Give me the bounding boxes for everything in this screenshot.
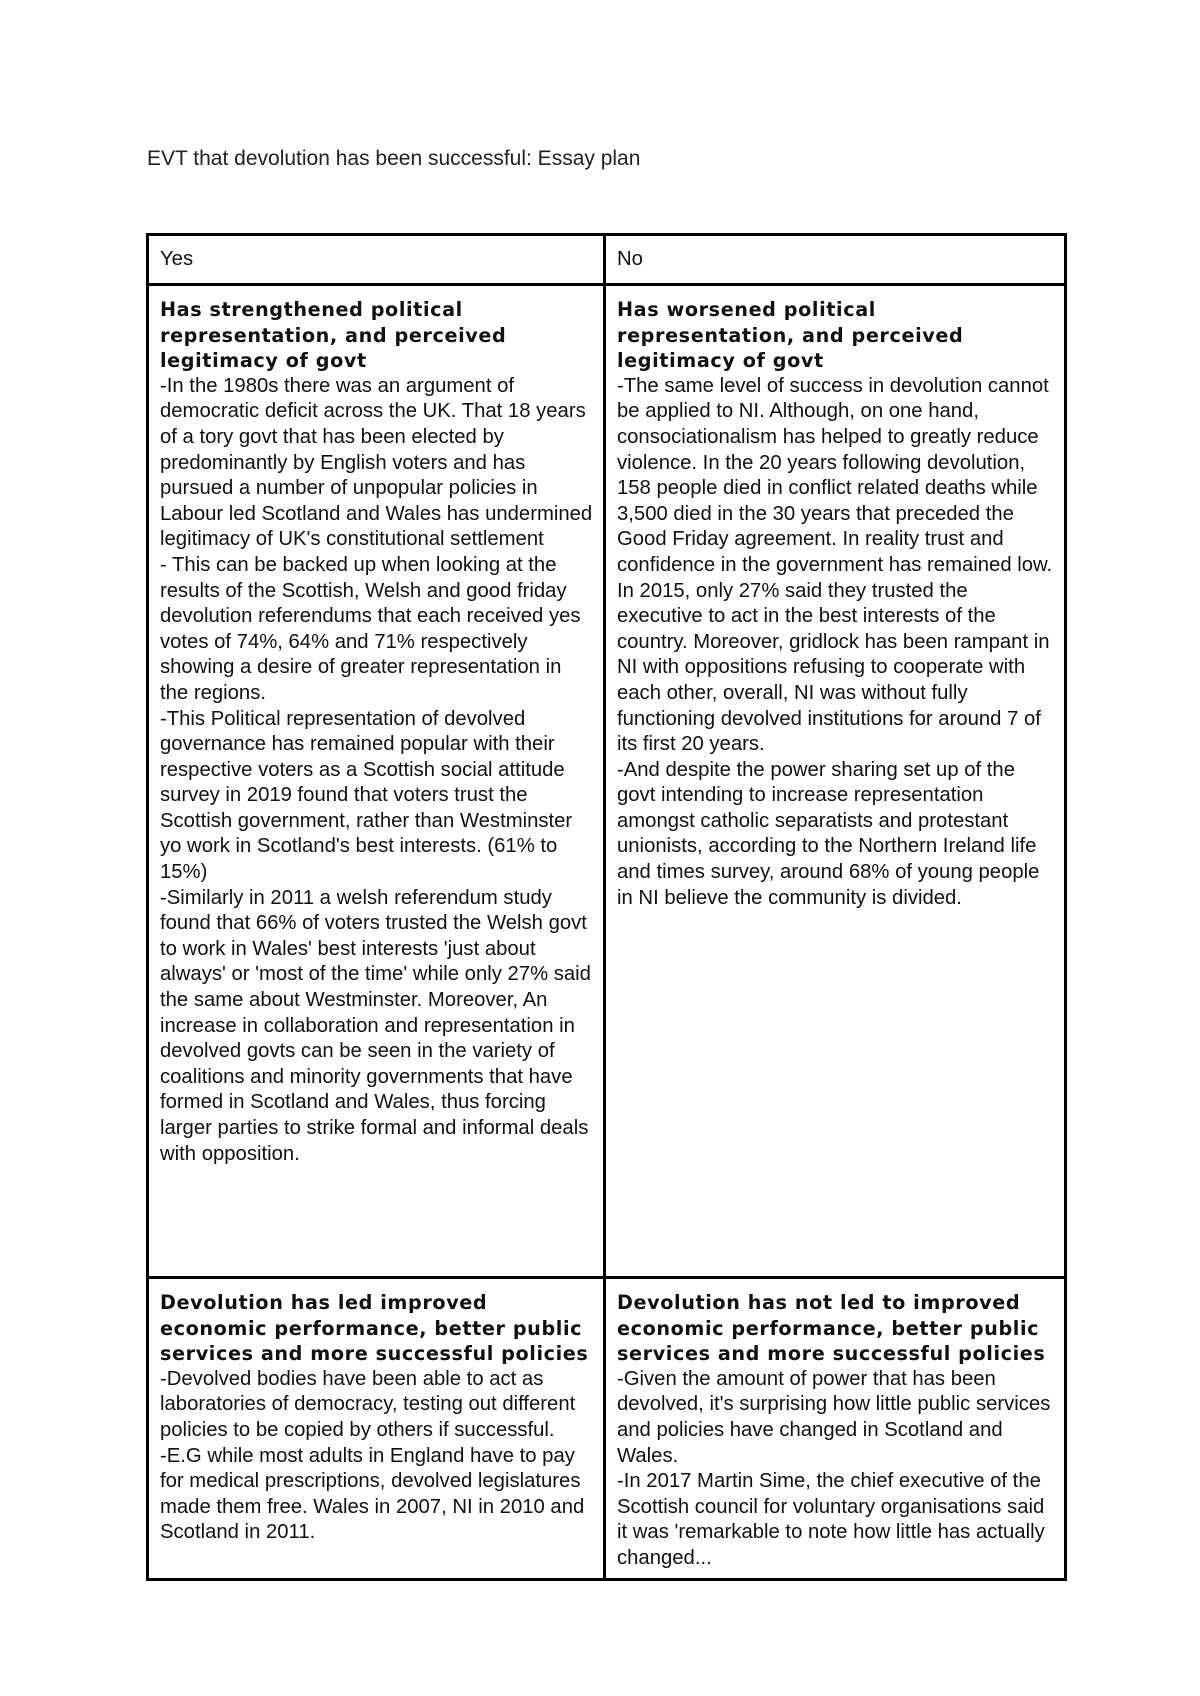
header-no: No <box>605 235 1066 285</box>
paragraph: -In the 1980s there was an argument of democratic deficit across the UK. That 18 years of a tory govt that has been elected by predominantly by English voters and has pursued a number of unpopular policies in Labour led Scotland and Wales has undermined legitimacy of UK's constitutional settlement <box>160 374 593 551</box>
paragraph: -Similarly in 2011 a welsh referendum study found that 66% of voters trusted the Welsh govt to work in Wales' best interests 'just about always' or 'most of the time' while only 27% said the same about Westminster. Moreover, An increase in collaboration and representation in devolved govts can be seen in the variety of coalitions and minority governments that have formed in Scotland and Wales, thus forcing larger parties to strike formal and informal deals with opposition. <box>160 886 591 1165</box>
cell-heading: Devolution has not led to improved economic performance, better public services and more successful policies <box>617 1291 1046 1366</box>
paragraph: -In 2017 Martin Sime, the chief executive of the Scottish council for voluntary organisations said it was 'remarkable to note how little has actually changed... <box>617 1470 1045 1569</box>
paragraph: -And despite the power sharing set up of the govt intending to increase representation amongst catholic separatists and protestant unionists, according to the Northern Ireland life and times survey, around 68% of young people in NI believe the community is divided. <box>617 758 1040 909</box>
table-header-row <box>148 235 1066 285</box>
page-title: EVT that devolution has been successful: Essay plan <box>147 147 641 170</box>
cell-heading: Has strengthened political representation, and perceived legitimacy of govt <box>160 298 507 373</box>
table-row <box>148 285 1066 1278</box>
cell-heading: Devolution has led improved economic performance, better public services and more successful policies <box>160 1291 589 1366</box>
paragraph: -This Political representation of devolved governance has remained popular with their respective voters as a Scottish social attitude survey in 2019 found that voters trust the Scottish government, rather than Westminster yo work in Scotland's best interests. (61% to 15%) <box>160 707 573 884</box>
paragraph: -E.G while most adults in England have to pay for medical prescriptions, devolved legislatures made them free. Wales in 2007, NI in 2010 and Scotland in 2011. <box>160 1444 585 1544</box>
paragraph: -Given the amount of power that has been devolved, it's surprising how little public services and policies have changed in Scotland and Wales. <box>617 1367 1051 1467</box>
paragraph: - This can be backed up when looking at the results of the Scottish, Welsh and good friday devolution referendums that each received yes votes of 74%, 64% and 71% respectively showing a desire of greater representation in the regions. <box>160 553 581 704</box>
essay-plan-table <box>146 233 1067 1581</box>
table-row <box>148 1278 1066 1580</box>
paragraph: -The same level of success in devolution cannot be applied to NI. Although, on one hand, consociationalism has helped to greatly reduce violence. In the 20 years following devolution, 158 people died in conflict related deaths while 3,500 died in the 30 years that preceded the Good Friday agreement. In reality trust and confidence in the government has remained low. In 2015, only 27% said they trusted the executive to act in the best interests of the country. Moreover, gridlock has been rampant in NI with oppositions refusing to cooperate with each other, overall, NI was without fully functioning devolved institutions for around 7 of its first 20 years. <box>617 374 1053 756</box>
cell-no-representation <box>605 285 1066 1278</box>
header-yes: Yes <box>148 235 605 285</box>
cell-no-economic <box>605 1278 1066 1580</box>
cell-yes-representation <box>148 285 605 1278</box>
paragraph: -Devolved bodies have been able to act as laboratories of democracy, testing out different policies to be copied by others if successful. <box>160 1367 576 1441</box>
cell-yes-economic <box>148 1278 605 1580</box>
cell-heading: Has worsened political representation, and perceived legitimacy of govt <box>617 298 964 373</box>
